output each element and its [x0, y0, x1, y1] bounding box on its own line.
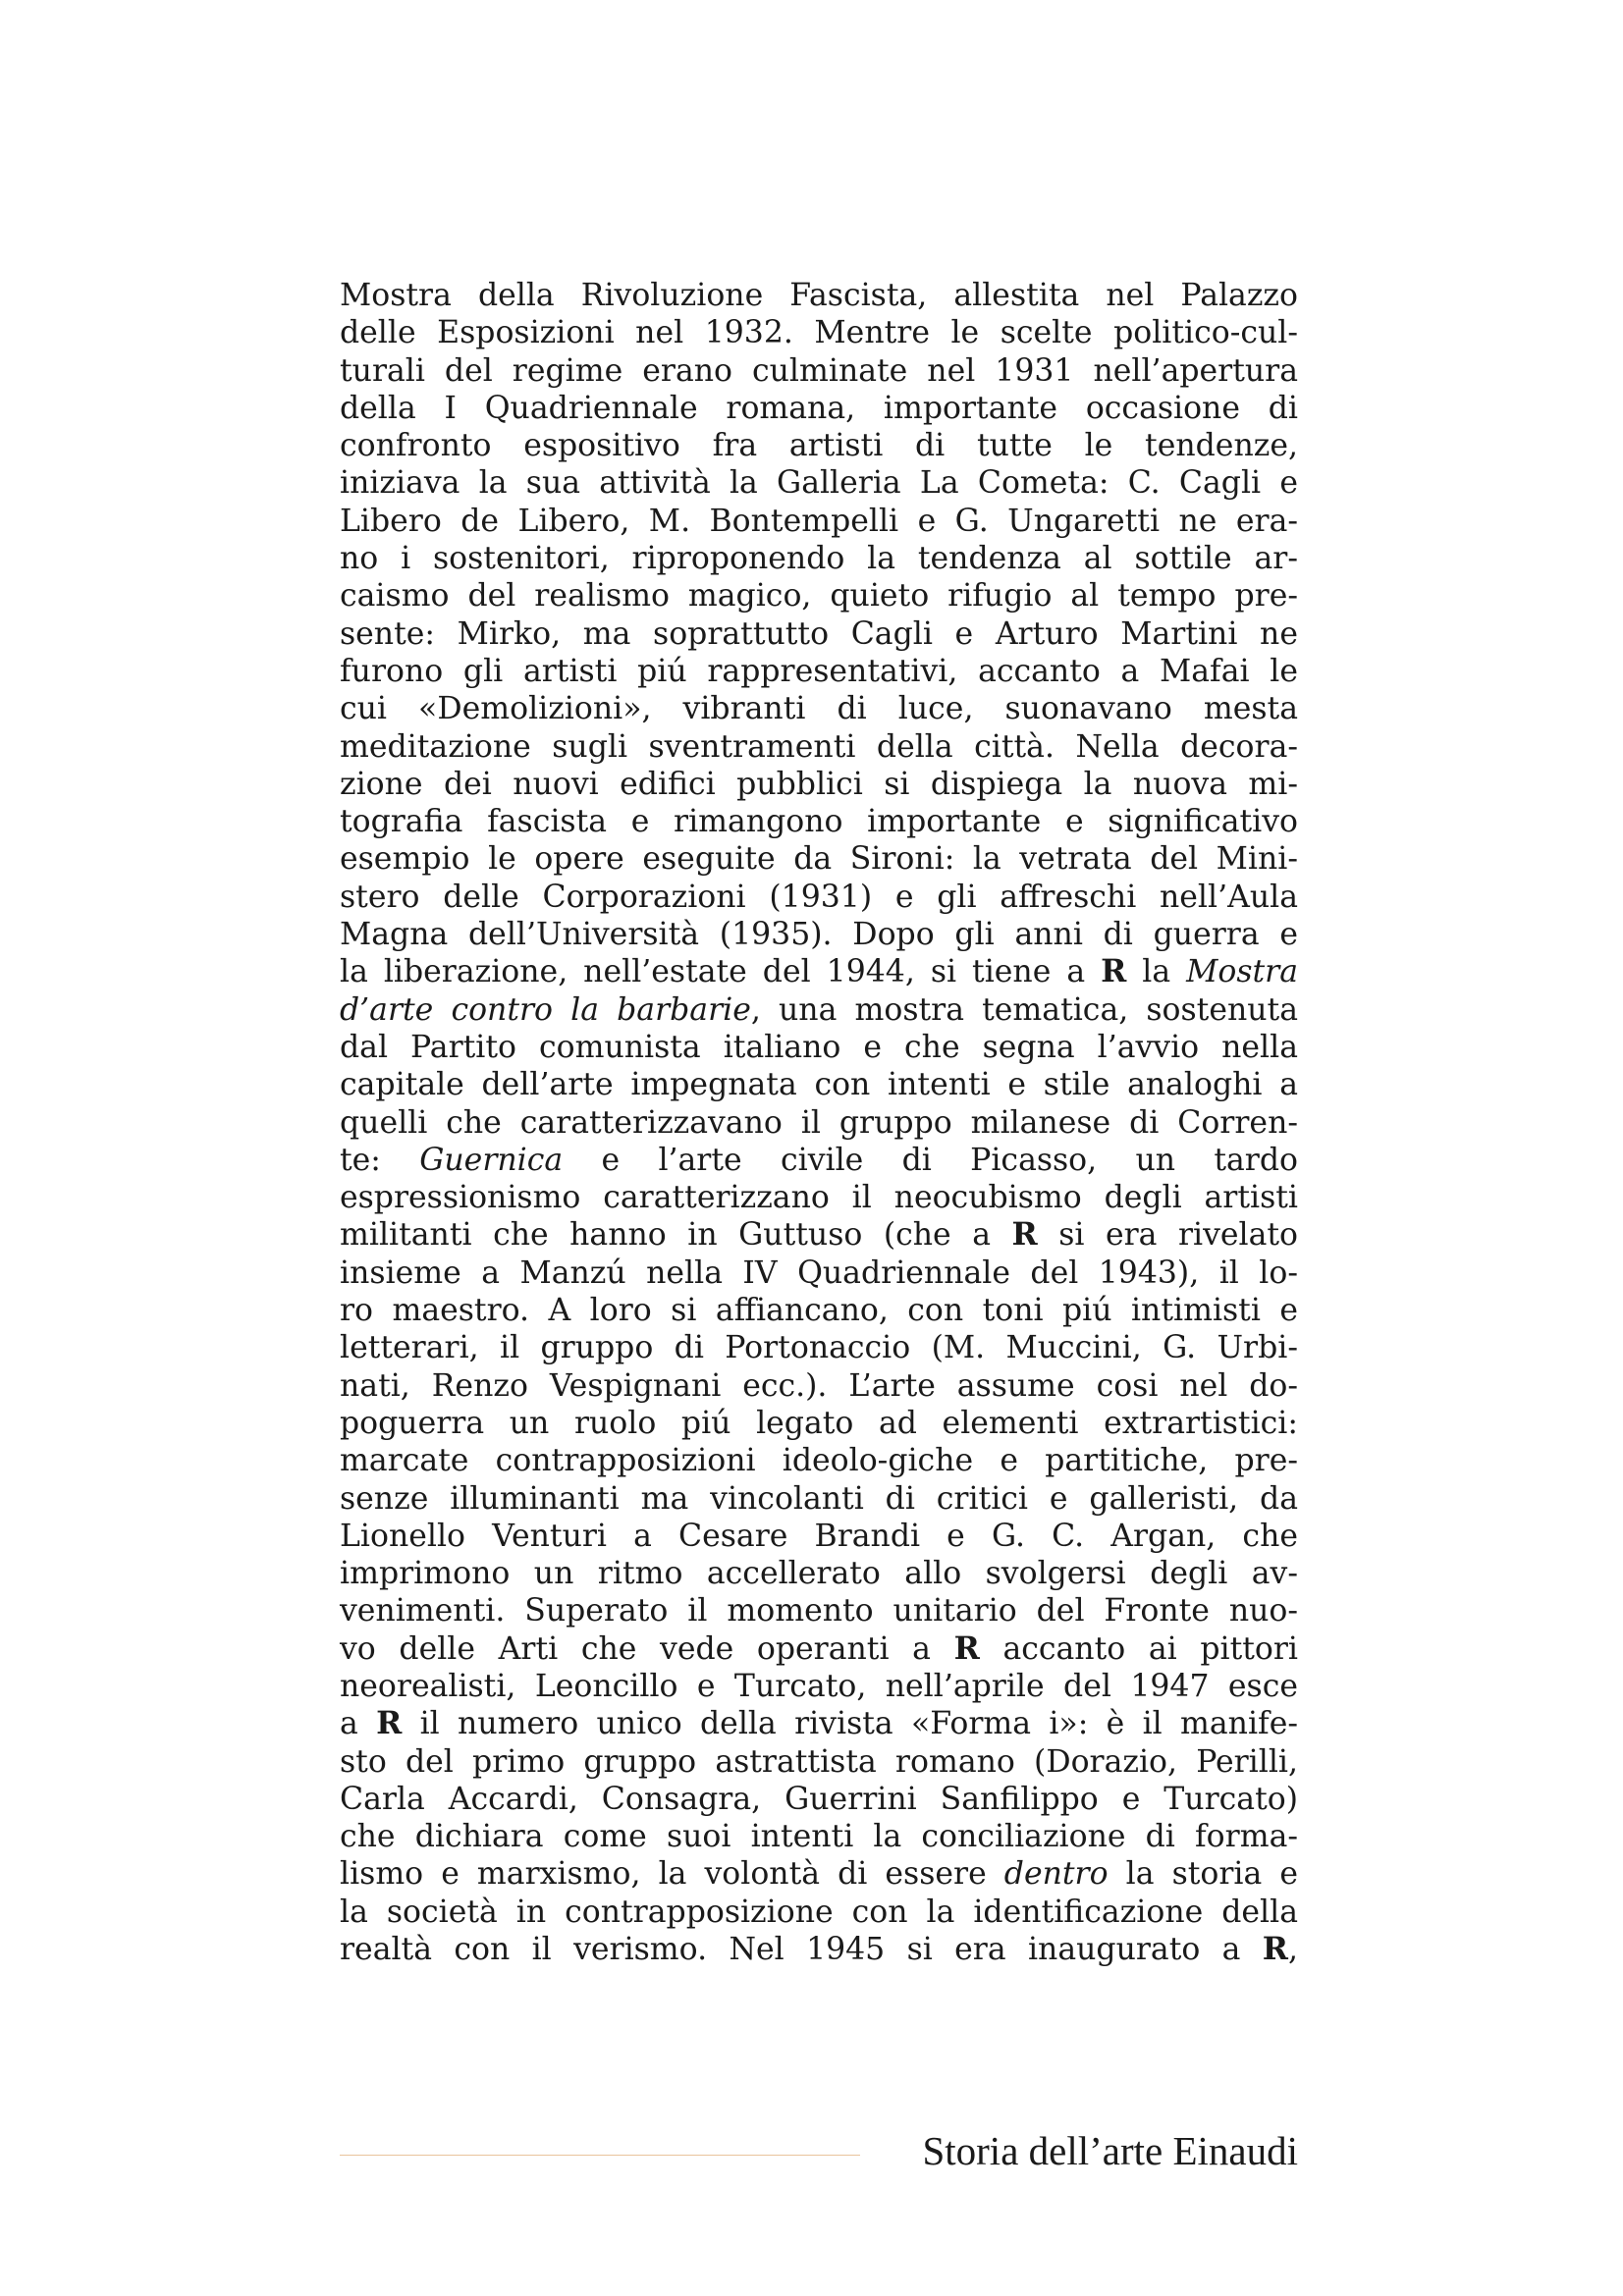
text-line: [340, 464, 1298, 502]
text-run: , una mostra tematica, sostenuta: [750, 991, 1298, 1028]
text-run: marcate contrapposizioni ideolo-giche e partitiche, pre-: [340, 1443, 1298, 1479]
text-line: [340, 1255, 1298, 1292]
text-line: [340, 1931, 1298, 1968]
text-line: [340, 1894, 1298, 1931]
text-line: [340, 1518, 1298, 1555]
text-line: [340, 1743, 1298, 1781]
text-run: Lionello Venturi a Cesare Brandi e G. C. Argan, che: [340, 1518, 1298, 1554]
text-run: cui «Demolizioni», vibranti di luce, suonavano mesta: [340, 691, 1298, 727]
text-line: [340, 766, 1298, 803]
text-run: accanto ai pittori: [979, 1630, 1298, 1667]
text-line: [340, 1066, 1298, 1103]
text-line: [340, 1555, 1298, 1592]
text-run: la: [1126, 954, 1187, 990]
text-line: [340, 1705, 1298, 1742]
text-line: [340, 1668, 1298, 1705]
text-line: [340, 615, 1298, 653]
text-run: iniziava la sua attività la Galleria La Cometa: C. Cagli e: [340, 465, 1298, 502]
text-line: [340, 1329, 1298, 1366]
text-run: Carla Accardi, Consagra, Guerrini Sanfilippo e Turcato): [340, 1781, 1298, 1817]
footer-rule: [340, 2155, 860, 2156]
text-line: [340, 991, 1298, 1029]
text-line: [340, 840, 1298, 878]
text-line: [340, 1818, 1298, 1855]
text-run: ro maestro. A loro si affiancano, con toni piú intimisti e: [340, 1293, 1298, 1329]
text-run: dal Partito comunista italiano e che segna l’avvio nella: [340, 1029, 1298, 1065]
text-run: confronto espositivo fra artisti di tutte le tendenze,: [340, 428, 1298, 464]
text-line: [340, 879, 1298, 916]
italic-title: d’arte contro la barbarie: [340, 991, 751, 1028]
text-run: furono gli artisti piú rappresentativi, accanto a Mafai le: [340, 653, 1298, 689]
text-run: caismo del realismo magico, quieto rifugio al tempo pre-: [340, 578, 1298, 614]
text-run: la liberazione, nell’estate del 1944, si tiene a: [340, 954, 1102, 990]
text-line: [340, 953, 1298, 990]
text-run: a: [340, 1706, 377, 1742]
text-line: [340, 1292, 1298, 1329]
text-run: zione dei nuovi edifici pubblici si dispiega la nuova mi-: [340, 766, 1298, 802]
text-run: venimenti. Superato il momento unitario del Fronte nuo-: [340, 1593, 1298, 1629]
text-run: della I Quadriennale romana, importante occasione di: [340, 390, 1298, 426]
text-run: no i sostenitori, riproponendo la tendenza al sottile ar-: [340, 541, 1298, 577]
text-line: [340, 690, 1298, 727]
text-run: la storia e: [1108, 1856, 1298, 1893]
text-run: la società in contrapposizione con la identificazione della: [340, 1894, 1298, 1930]
text-line: [340, 1630, 1298, 1668]
text-run: e l’arte civile di Picasso, un tardo: [563, 1142, 1298, 1178]
bold-abbrev: R: [1011, 1216, 1038, 1254]
text-run: imprimono un ritmo accellerato allo svolgersi degli av-: [340, 1556, 1298, 1592]
text-line: [340, 1029, 1298, 1066]
text-line: [340, 1216, 1298, 1254]
text-line: [340, 1104, 1298, 1142]
text-line: [340, 1179, 1298, 1216]
text-line: [340, 352, 1298, 390]
text-run: realtà con il verismo. Nel 1945 si era inaugurato a: [340, 1932, 1263, 1968]
body-text: [340, 277, 1298, 1968]
text-line: [340, 1781, 1298, 1818]
italic-title: Guernica: [419, 1142, 564, 1178]
text-line: [340, 277, 1298, 314]
bold-abbrev: R: [1262, 1931, 1288, 1968]
italic-title: dentro: [1003, 1856, 1109, 1893]
bold-abbrev: R: [376, 1705, 403, 1742]
text-run: meditazione sugli sventramenti della città. Nella decora-: [340, 728, 1298, 765]
text-run: letterari, il gruppo di Portonaccio (M. Muccini, G. Urbi-: [340, 1330, 1298, 1366]
text-line: [340, 390, 1298, 427]
text-line: [340, 1442, 1298, 1479]
italic-title: Mostra: [1186, 954, 1298, 990]
text-run: esempio le opere eseguite da Sironi: la vetrata del Mini-: [340, 841, 1298, 878]
text-line: [340, 916, 1298, 953]
text-run: turali del regime erano culminate nel 1931 nell’apertura: [340, 352, 1298, 389]
text-line: [340, 427, 1298, 464]
bold-abbrev: R: [953, 1629, 980, 1667]
text-line: [340, 1855, 1298, 1893]
text-line: [340, 1480, 1298, 1518]
footer-title: Storia dell’arte Einaudi: [922, 2128, 1298, 2173]
text-run: espressionismo caratterizzano il neocubismo degli artisti: [340, 1180, 1298, 1216]
text-line: [340, 728, 1298, 766]
text-run: delle Esposizioni nel 1932. Mentre le scelte politico-cul-: [340, 315, 1298, 351]
text-line: [340, 653, 1298, 690]
text-run: si era rivelato: [1037, 1217, 1298, 1254]
text-run: Magna dell’Università (1935). Dopo gli anni di guerra e: [340, 917, 1298, 953]
text-run: vo delle Arti che vede operanti a: [340, 1630, 954, 1667]
text-run: nati, Renzo Vespignani ecc.). L’arte assume cosi nel do-: [340, 1367, 1298, 1404]
text-run: che dichiara come suoi intenti la conciliazione di forma-: [340, 1819, 1298, 1855]
text-line: [340, 803, 1298, 840]
text-run: insieme a Manzú nella IV Quadriennale del 1943), il lo-: [340, 1255, 1298, 1291]
text-run: neorealisti, Leoncillo e Turcato, nell’aprile del 1947 esce: [340, 1668, 1298, 1704]
text-run: quelli che caratterizzavano il gruppo milanese di Corren-: [340, 1104, 1298, 1141]
text-run: senze illuminanti ma vincolanti di critici e galleristi, da: [340, 1480, 1298, 1517]
text-line: [340, 577, 1298, 614]
text-line: [340, 314, 1298, 351]
bold-abbrev: R: [1101, 953, 1127, 990]
text-run: militanti che hanno in Guttuso (che a: [340, 1217, 1012, 1254]
text-run: capitale dell’arte impegnata con intenti e stile analoghi a: [340, 1067, 1298, 1103]
text-run: Mostra della Rivoluzione Fascista, allestita nel Palazzo: [340, 278, 1298, 313]
text-run: te:: [340, 1142, 420, 1178]
text-run: tografia fascista e rimangono importante e significativo: [340, 804, 1298, 840]
text-run: stero delle Corporazioni (1931) e gli affreschi nell’Aula: [340, 879, 1298, 915]
text-line: [340, 1367, 1298, 1405]
text-run: ,: [1287, 1932, 1298, 1968]
text-run: sto del primo gruppo astrattista romano (Dorazio, Perilli,: [340, 1743, 1298, 1780]
text-line: [340, 1405, 1298, 1442]
text-run: lismo e marxismo, la volontà di essere: [340, 1856, 1004, 1893]
text-run: il numero unico della rivista «Forma i»: è il manife-: [402, 1706, 1298, 1742]
text-line: [340, 540, 1298, 577]
text-run: sente: Mirko, ma soprattutto Cagli e Arturo Martini ne: [340, 615, 1298, 652]
text-line: [340, 1142, 1298, 1179]
text-line: [340, 1592, 1298, 1629]
text-line: [340, 503, 1298, 540]
text-run: poguerra un ruolo piú legato ad elementi extrartistici:: [340, 1405, 1298, 1441]
text-run: Libero de Libero, M. Bontempelli e G. Ungaretti ne era-: [340, 503, 1298, 539]
